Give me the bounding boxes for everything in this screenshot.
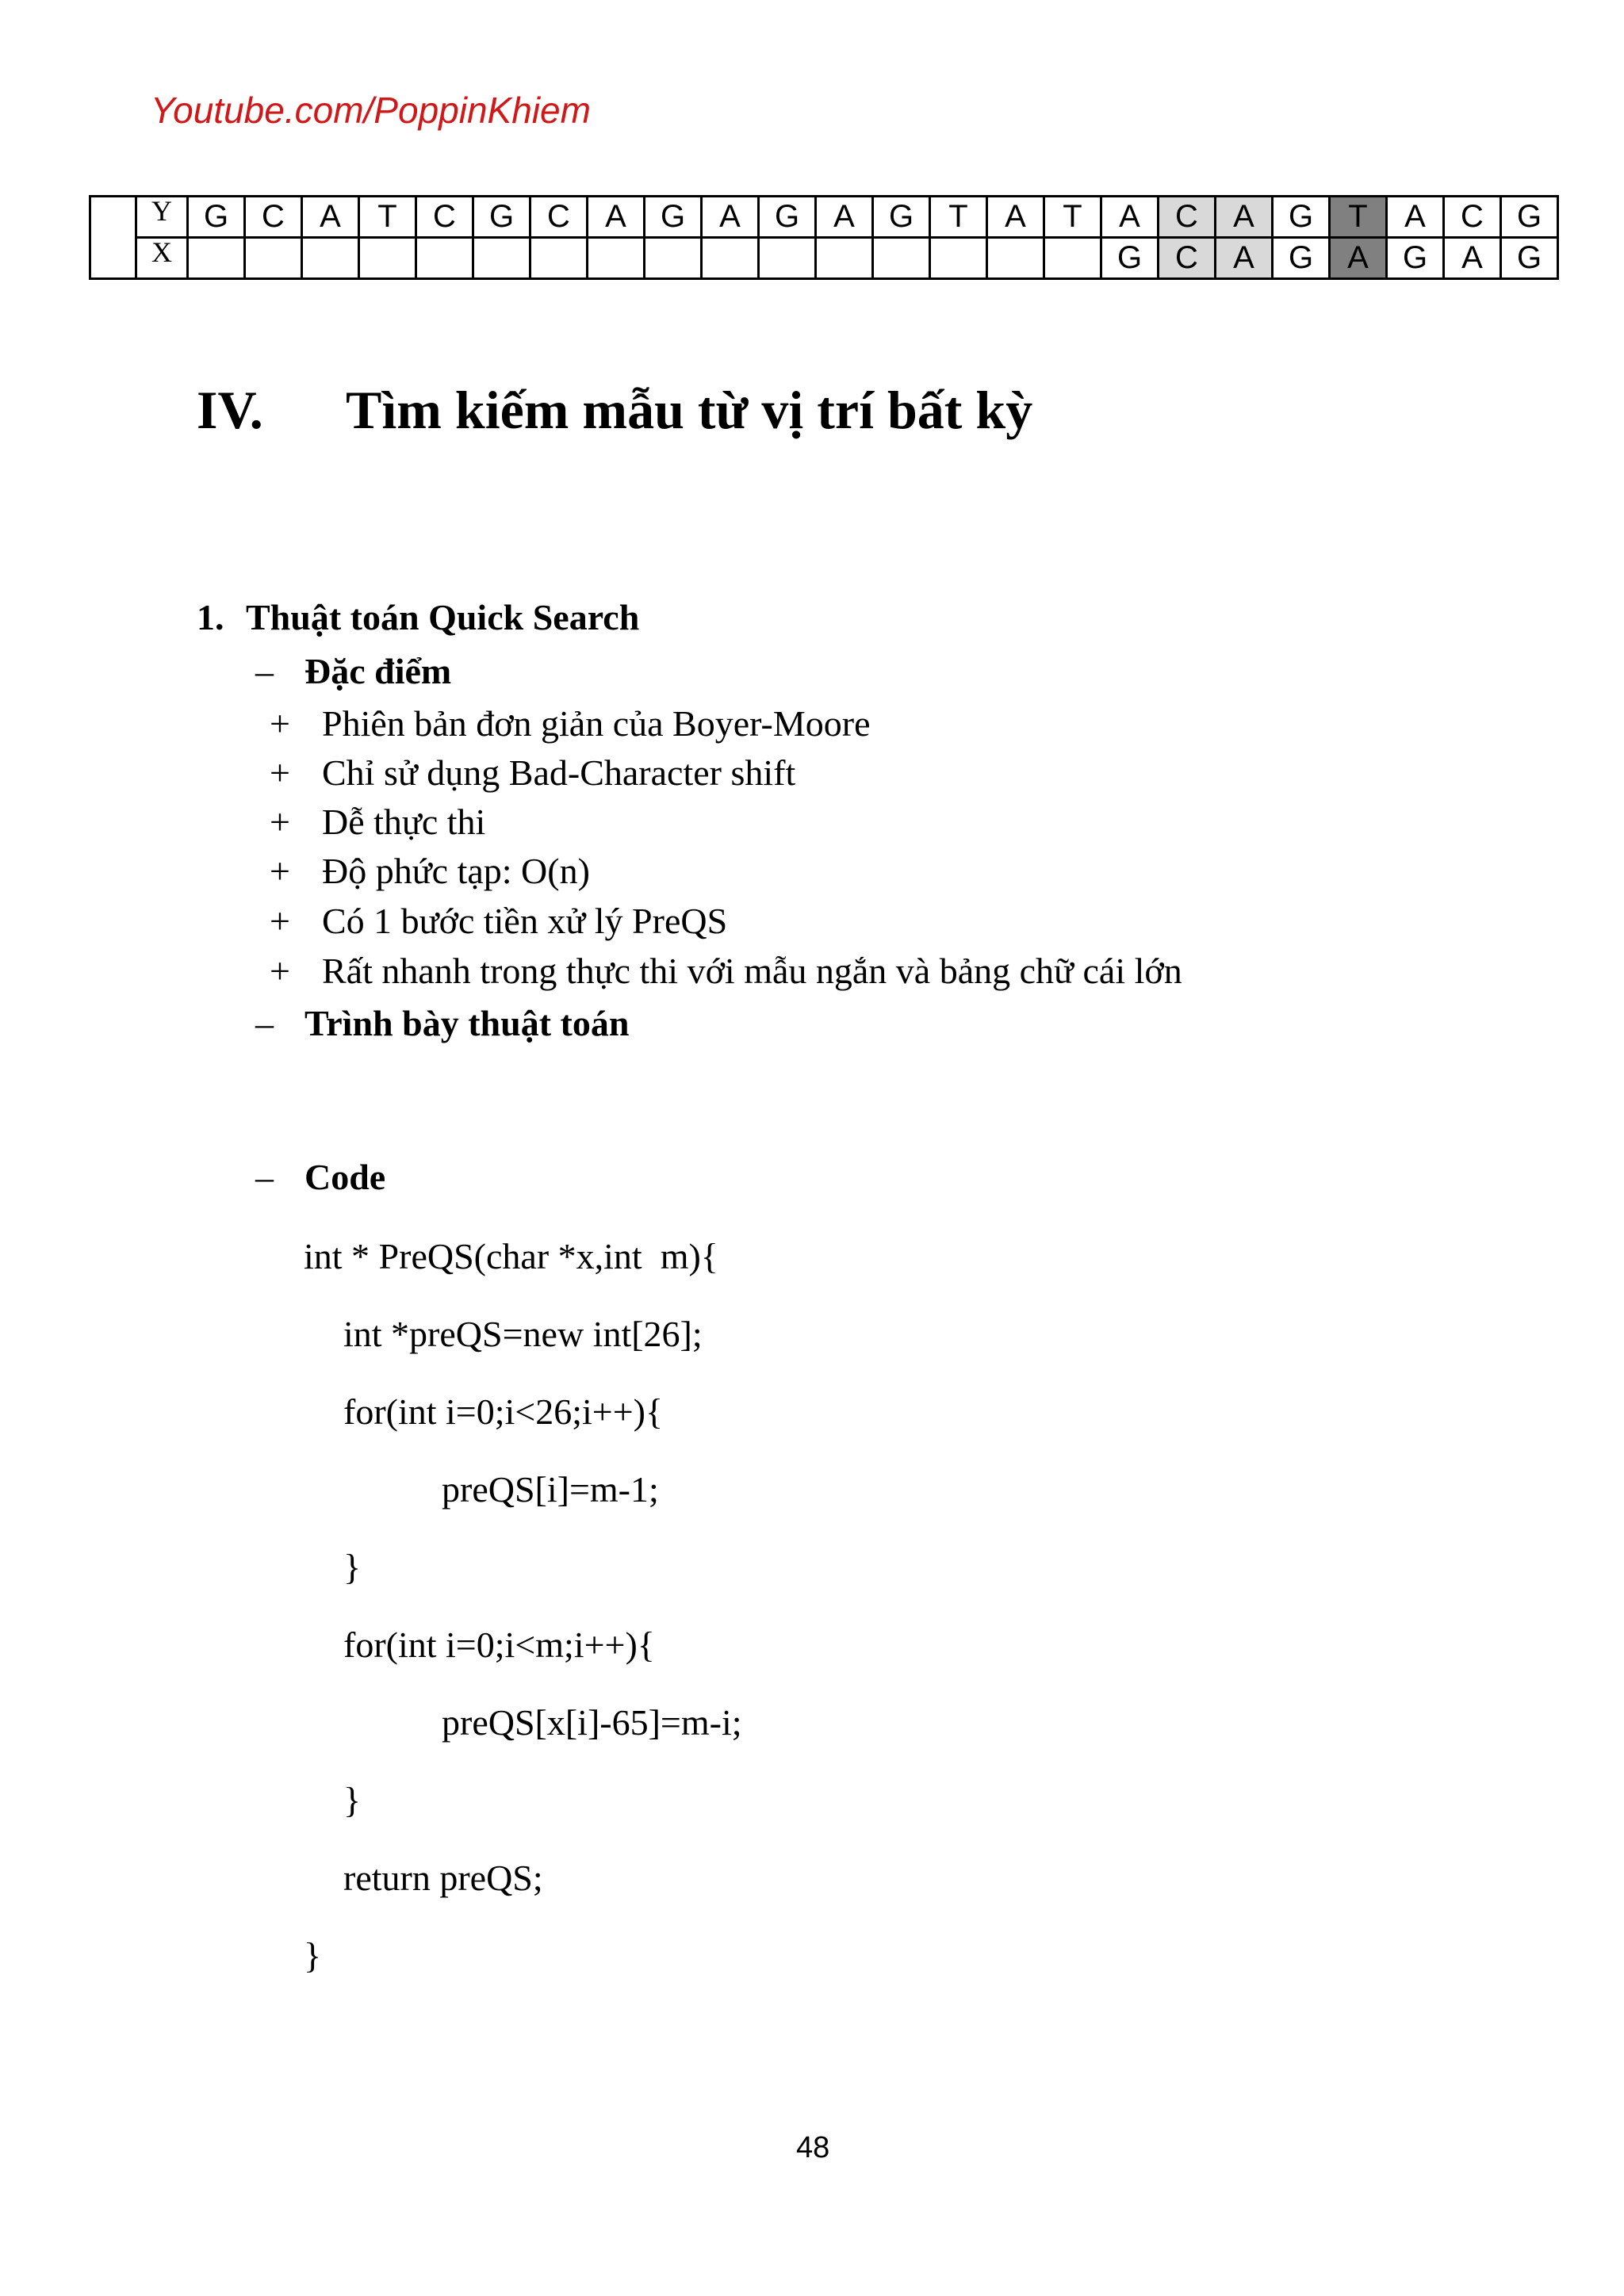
x-cell (473, 238, 530, 279)
y-cell: T (930, 197, 987, 238)
y-cell: G (759, 197, 816, 238)
feature-text: Dễ thực thi (322, 802, 486, 842)
y-cell: C (245, 197, 302, 238)
chapter-heading (197, 379, 1032, 442)
y-cell: T (359, 197, 416, 238)
y-cell: C (1444, 197, 1501, 238)
y-cell: A (987, 197, 1044, 238)
row-label-y: Y (136, 197, 188, 238)
y-cell: G (873, 197, 930, 238)
x-cell: G (1387, 238, 1444, 279)
plus-bullet: + (270, 901, 290, 941)
y-cell: T (1330, 197, 1387, 238)
y-cell: A (1387, 197, 1444, 238)
x-cell (359, 238, 416, 279)
feature-text: Phiên bản đơn giản của Boyer-Moore (322, 703, 871, 744)
feature-item (270, 801, 485, 843)
x-cell (987, 238, 1044, 279)
subsection-title: Thuật toán Quick Search (246, 597, 640, 637)
y-cell: A (588, 197, 645, 238)
x-cell (188, 238, 245, 279)
plus-bullet: + (270, 951, 290, 991)
x-cell: A (1444, 238, 1501, 279)
code-line: } (343, 1780, 362, 1820)
code-line: int *preQS=new int[26]; (343, 1314, 703, 1354)
chapter-title: Tìm kiếm mẫu từ vị trí bất kỳ (346, 380, 1033, 440)
table-corner-cell (90, 197, 136, 279)
dash-bullet: – (255, 651, 274, 691)
plus-bullet: + (270, 752, 290, 793)
algorithm-heading (255, 1002, 629, 1044)
x-cell (302, 238, 359, 279)
y-cell: G (188, 197, 245, 238)
feature-item (270, 850, 590, 892)
code-line: int * PreQS(char *x,int m){ (304, 1236, 718, 1276)
dash-bullet: – (255, 1003, 274, 1043)
algorithm-heading-text: Trình bày thuật toán (304, 1003, 630, 1043)
feature-text: Chỉ sử dụng Bad-Character shift (322, 752, 796, 793)
y-cell: G (1273, 197, 1330, 238)
code-line: for(int i=0;i<26;i++){ (343, 1391, 664, 1432)
code-line: preQS[x[i]-65]=m-i; (442, 1702, 742, 1743)
code-line: preQS[i]=m-1; (442, 1469, 659, 1510)
y-cell: C (416, 197, 473, 238)
y-cell: T (1044, 197, 1101, 238)
row-label-x: X (136, 238, 188, 279)
y-cell: A (302, 197, 359, 238)
page-number: 48 (796, 2131, 830, 2164)
feature-item (270, 950, 1182, 992)
y-cell: A (816, 197, 873, 238)
features-heading-text: Đặc điểm (304, 651, 452, 691)
feature-text: Rất nhanh trong thực thi với mẫu ngắn và bảng chữ cái lớn (322, 951, 1182, 991)
features-heading (255, 650, 451, 692)
text-row-y (90, 197, 1558, 238)
x-cell: C (1159, 238, 1216, 279)
y-cell: A (1216, 197, 1273, 238)
x-cell (245, 238, 302, 279)
code-heading (255, 1156, 385, 1198)
y-cell: C (530, 197, 588, 238)
x-cell (873, 238, 930, 279)
feature-item (270, 752, 795, 794)
x-cell (416, 238, 473, 279)
dash-bullet: – (255, 1157, 274, 1197)
code-line: return preQS; (343, 1858, 543, 1898)
y-cell: A (702, 197, 759, 238)
y-cell: C (1159, 197, 1216, 238)
subsection-number: 1. (197, 597, 224, 637)
y-cell: G (1501, 197, 1558, 238)
x-cell: A (1216, 238, 1273, 279)
subsection-heading (197, 596, 639, 638)
pattern-row-x (90, 238, 1558, 279)
code-line: } (304, 1935, 322, 1976)
feature-item (270, 900, 727, 942)
plus-bullet: + (270, 703, 290, 744)
x-cell (1044, 238, 1101, 279)
x-cell: G (1101, 238, 1159, 279)
x-cell: A (1330, 238, 1387, 279)
x-cell (930, 238, 987, 279)
feature-text: Có 1 bước tiền xử lý PreQS (322, 901, 728, 941)
plus-bullet: + (270, 851, 290, 891)
x-cell (588, 238, 645, 279)
code-heading-text: Code (304, 1157, 386, 1197)
code-line: } (343, 1547, 362, 1587)
x-cell (645, 238, 702, 279)
x-cell (759, 238, 816, 279)
feature-text: Độ phức tạp: O(n) (322, 851, 590, 891)
x-cell: G (1273, 238, 1330, 279)
sequence-alignment-table (89, 195, 1559, 280)
feature-item (270, 702, 871, 744)
chapter-number: IV. (197, 380, 263, 440)
x-cell (530, 238, 588, 279)
plus-bullet: + (270, 802, 290, 842)
y-cell: G (645, 197, 702, 238)
watermark-link: Youtube.com/PoppinKhiem (151, 90, 591, 131)
y-cell: G (473, 197, 530, 238)
x-cell (702, 238, 759, 279)
x-cell: G (1501, 238, 1558, 279)
y-cell: A (1101, 197, 1159, 238)
code-line: for(int i=0;i<m;i++){ (343, 1624, 655, 1665)
x-cell (816, 238, 873, 279)
